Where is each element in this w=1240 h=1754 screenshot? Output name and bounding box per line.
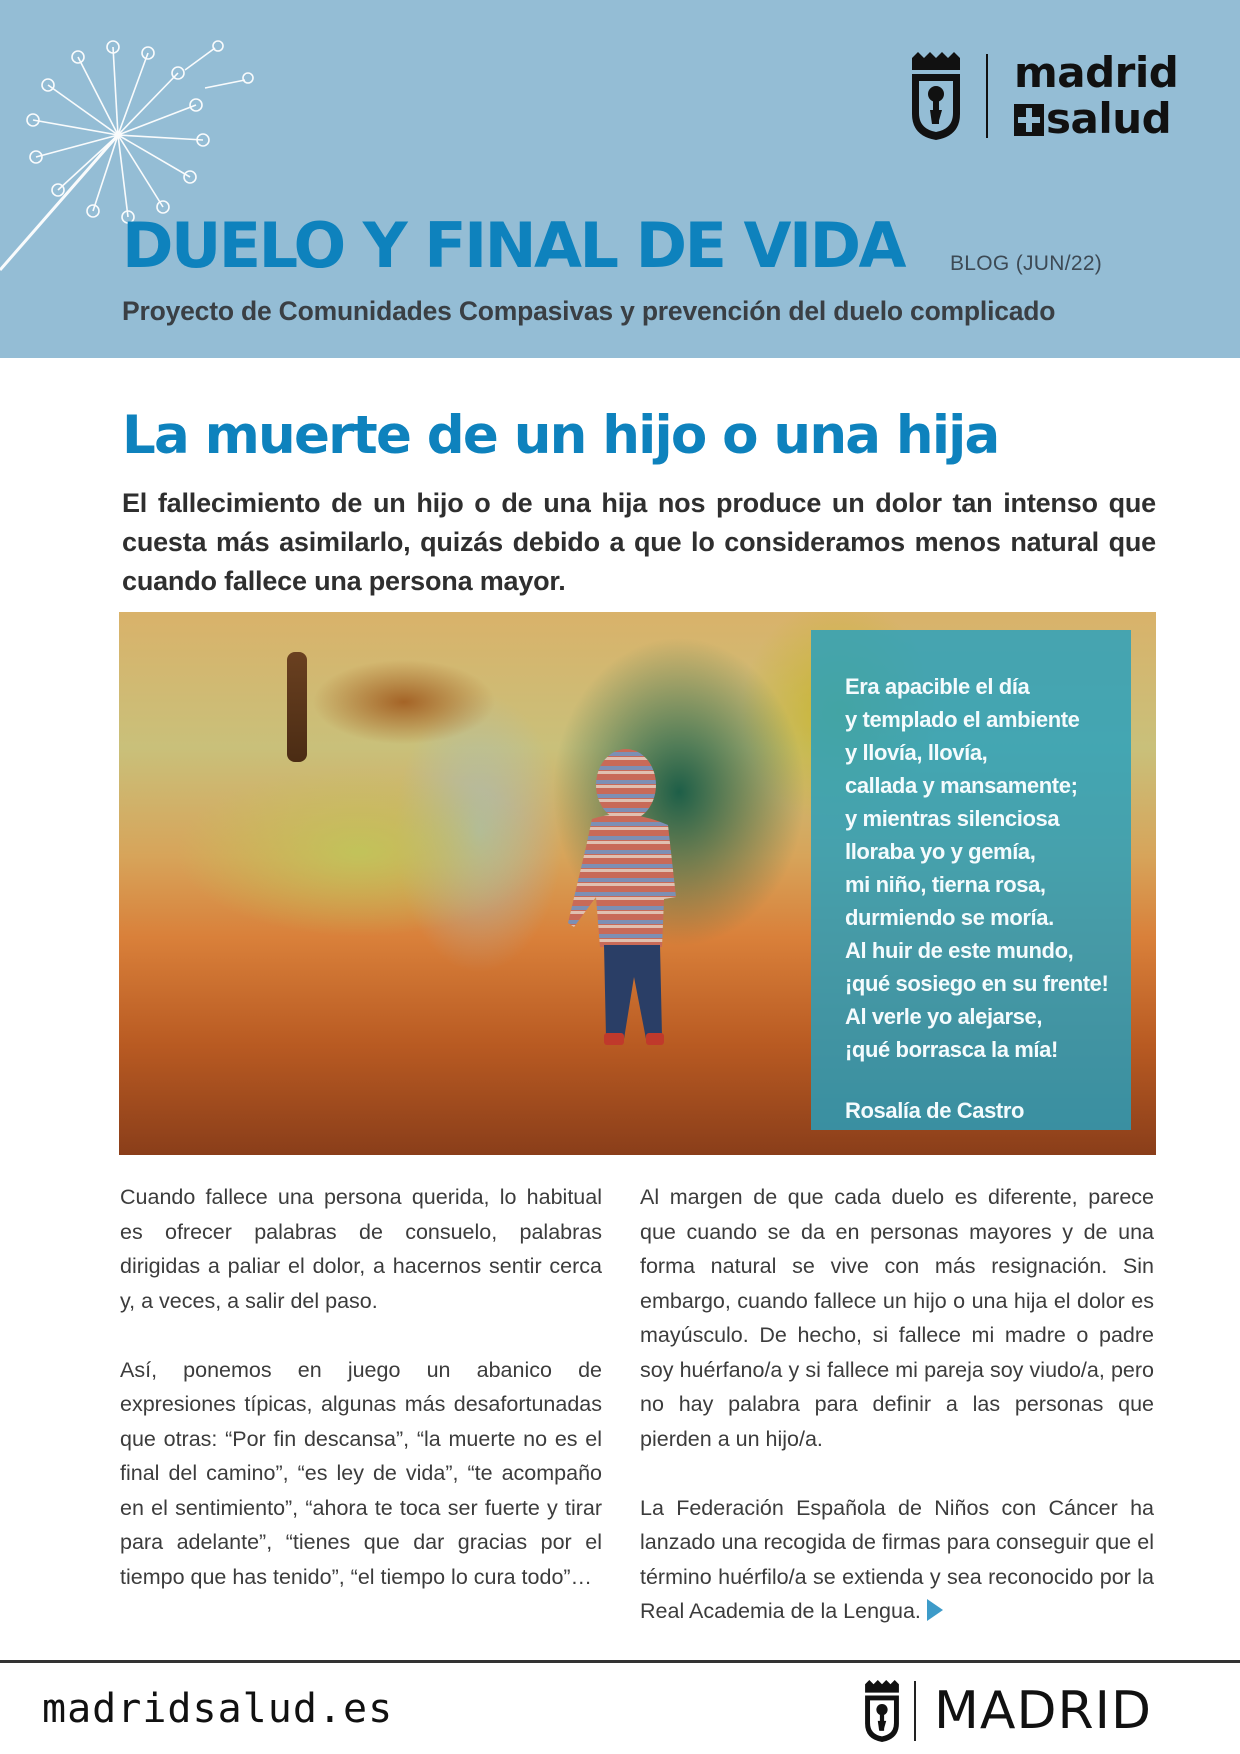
poem-line: durmiendo se moría. — [845, 905, 1054, 930]
footer-city-wordmark: MADRID — [934, 1681, 1152, 1741]
madrid-coat-of-arms-icon — [862, 1680, 902, 1742]
poem-author: Rosalía de Castro — [845, 1098, 1025, 1123]
article-photo — [119, 612, 1156, 1155]
project-subtitle: Proyecto de Comunidades Compasivas y prevención del duelo complicado — [122, 296, 1056, 326]
chevron-right-icon[interactable] — [927, 1599, 943, 1621]
body-column-left — [120, 1180, 602, 1629]
poem-line: callada y mansamente; — [845, 773, 1078, 798]
article-lead: El fallecimiento de un hijo o de una hija nos produce un dolor tan intenso que cuesta más asimilarlo, quizás debido a que lo consideramos menos natural que cuando fallece una persona mayor. — [122, 488, 1156, 596]
poem-line: Al huir de este mundo, — [845, 938, 1074, 963]
publication-title: DUELO Y FINAL DE VIDA — [122, 209, 905, 282]
footer-divider — [0, 1660, 1240, 1663]
body-paragraph: Cuando fallece una persona querida, lo habitual es ofrecer palabras de consuelo, palabras dirigidas a paliar el dolor, a hacernos sentir cerca y, a veces, a salir del paso. — [120, 1185, 602, 1313]
photo-child-figure — [564, 747, 684, 1067]
madrid-coat-of-arms-icon — [908, 52, 964, 140]
body-column-right — [640, 1180, 1154, 1663]
poem-line: Al verle yo alejarse, — [845, 1004, 1043, 1029]
health-cross-icon — [1014, 104, 1044, 136]
ayuntamiento-madrid-logo — [862, 1680, 1152, 1742]
madrid-salud-logo — [908, 48, 1178, 144]
article-title: La muerte de un hijo o una hija — [122, 405, 999, 466]
blog-date-tag: BLOG (JUN/22) — [950, 252, 1103, 275]
body-paragraph-last: La Federación Española de Niños con Cáncer ha lanzado una recogida de firmas para conseguir que el término huérfilo/a se extienda y sea reconocido por la Real Academia de la Lengua. — [640, 1495, 1154, 1623]
poem-line: y llovía, llovía, — [845, 740, 988, 765]
photo-tree — [287, 652, 307, 762]
poem-line: ¡qué borrasca la mía! — [845, 1037, 1058, 1062]
poem-line: Era apacible el día — [845, 674, 1030, 699]
logo-divider — [914, 1681, 916, 1741]
header-band — [0, 0, 1240, 358]
poem-line: y templado el ambiente — [845, 707, 1080, 732]
brand-wordmark: madrid salud — [1014, 48, 1179, 143]
poem-line: lloraba yo y gemía, — [845, 839, 1036, 864]
footer-website-link[interactable]: madridsalud.es — [42, 1686, 394, 1732]
poem-line: ¡qué sosiego en su frente! — [845, 971, 1109, 996]
poem-overlay — [811, 630, 1131, 1130]
body-paragraph: Al margen de que cada duelo es diferente, parece que cuando se da en personas mayores y de una forma natural se vive con más resignación. Sin embargo, cuando fallece un hijo o una hija el dolor es mayúsculo. De hecho, si fallece mi madre o padre soy huérfano/a y si fallece mi pareja soy viudo/a, pero no hay palabra para definir a las personas que pierden a un hijo/a. — [640, 1185, 1154, 1451]
poem-line: mi niño, tierna rosa, — [845, 872, 1046, 897]
poem-line: y mientras silenciosa — [845, 806, 1060, 831]
body-paragraph: Así, ponemos en juego un abanico de expresiones típicas, algunas más desafortunadas que otras: “Por fin descansa”, “la muerte no es el final del camino”, “es ley de vida”, “te acompaño en el sentimiento”, “ahora te toca ser fuerte y tirar para adelante”, “tienes que dar gracias por el tiempo que has tenido”, “el tiempo lo cura todo”… — [120, 1357, 602, 1589]
logo-divider — [986, 54, 988, 138]
